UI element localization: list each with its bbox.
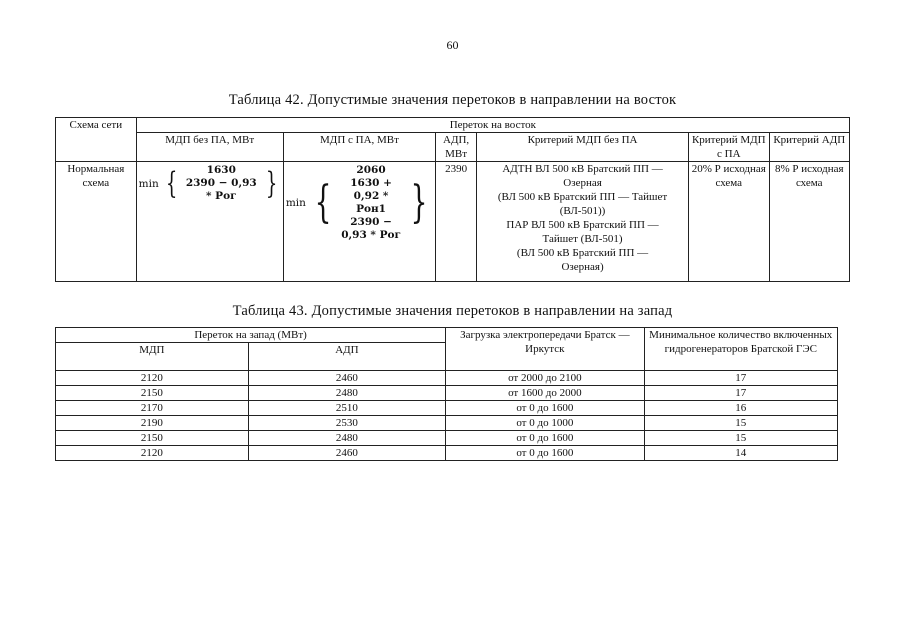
- header-mdp: МДП: [56, 343, 249, 371]
- table-43: [55, 327, 838, 461]
- cell-adp: 2480: [248, 431, 446, 446]
- header-load: Загрузка электропередачи Братск — Иркутск: [446, 328, 644, 371]
- cell-mdp: 2190: [56, 416, 249, 431]
- cell-generators: 15: [644, 416, 838, 431]
- cell-load: от 0 до 1000: [446, 416, 644, 431]
- cell-generators: 17: [644, 386, 838, 401]
- cell-scheme: Нормальная схема: [56, 162, 137, 282]
- table-row: [56, 386, 838, 401]
- header-generators: Минимальное количество включенных гидрогенераторов Братской ГЭС: [644, 328, 838, 371]
- table-row: [56, 371, 838, 386]
- header-crit-mdp-no-pa: Критерий МДП без ПА: [477, 133, 689, 162]
- formula-mdp-no-pa: min { 1630 2390 − 0,93 * Рог }: [138, 164, 277, 202]
- cell-crit-adp: 8% Р исходная схема: [769, 162, 850, 282]
- header-flow-east: Переток на восток: [136, 118, 849, 133]
- header-flow-west: Переток на запад (МВт): [56, 328, 446, 343]
- header-scheme: Схема сети: [56, 118, 137, 162]
- cell-mdp: 2150: [56, 431, 249, 446]
- formula-mdp-pa: min { 2060 1630 + 0,92 * Рон1 2390 − 0,93 * Рог }: [285, 164, 428, 241]
- table-42-caption: Таблица 42. Допустимые значения перетоков в направлении на восток: [228, 92, 677, 108]
- cell-mdp-pa: [283, 162, 435, 282]
- cell-adp: 2530: [248, 416, 446, 431]
- cell-mdp: 2170: [56, 401, 249, 416]
- cell-mdp: 2120: [56, 446, 249, 461]
- cell-adp: 2510: [248, 401, 446, 416]
- cell-load: от 0 до 1600: [446, 401, 644, 416]
- cell-load: от 2000 до 2100: [446, 371, 644, 386]
- cell-crit-mdp-pa: 20% Р исходная схема: [689, 162, 769, 282]
- header-adp-west: АДП: [248, 343, 446, 371]
- cell-generators: 16: [644, 401, 838, 416]
- cell-load: от 0 до 1600: [446, 446, 644, 461]
- cell-adp: 2460: [248, 371, 446, 386]
- table-row: [56, 431, 838, 446]
- header-mdp-no-pa: МДП без ПА, МВт: [136, 133, 283, 162]
- cell-generators: 14: [644, 446, 838, 461]
- header-crit-adp: Критерий АДП: [769, 133, 850, 162]
- table-row: [56, 401, 838, 416]
- cell-load: от 1600 до 2000: [446, 386, 644, 401]
- cell-adp: 2390: [436, 162, 477, 282]
- cell-generators: 15: [644, 431, 838, 446]
- page-number: 60: [446, 38, 459, 52]
- table-row: [56, 416, 838, 431]
- table-43-caption: Таблица 43. Допустимые значения перетоков в направлении на запад: [232, 303, 673, 319]
- cell-generators: 17: [644, 371, 838, 386]
- cell-load: от 0 до 1600: [446, 431, 644, 446]
- header-adp: АДП, МВт: [436, 133, 477, 162]
- table-42: [55, 117, 850, 282]
- cell-mdp: 2120: [56, 371, 249, 386]
- cell-adp: 2480: [248, 386, 446, 401]
- cell-crit-mdp-no-pa: АДТН ВЛ 500 кВ Братский ПП — Озерная (ВЛ 500 кВ Братский ПП — Тайшет (ВЛ-501)) ПАР ВЛ 500 кВ Братский ПП — Тайшет (ВЛ-501) (ВЛ 500 кВ Братский ПП — Озерная): [477, 162, 689, 282]
- cell-mdp: 2150: [56, 386, 249, 401]
- cell-mdp-no-pa: [136, 162, 283, 282]
- table-row: [56, 446, 838, 461]
- header-mdp-pa: МДП с ПА, МВт: [283, 133, 435, 162]
- header-crit-mdp-pa: Критерий МДП с ПА: [689, 133, 769, 162]
- cell-adp: 2460: [248, 446, 446, 461]
